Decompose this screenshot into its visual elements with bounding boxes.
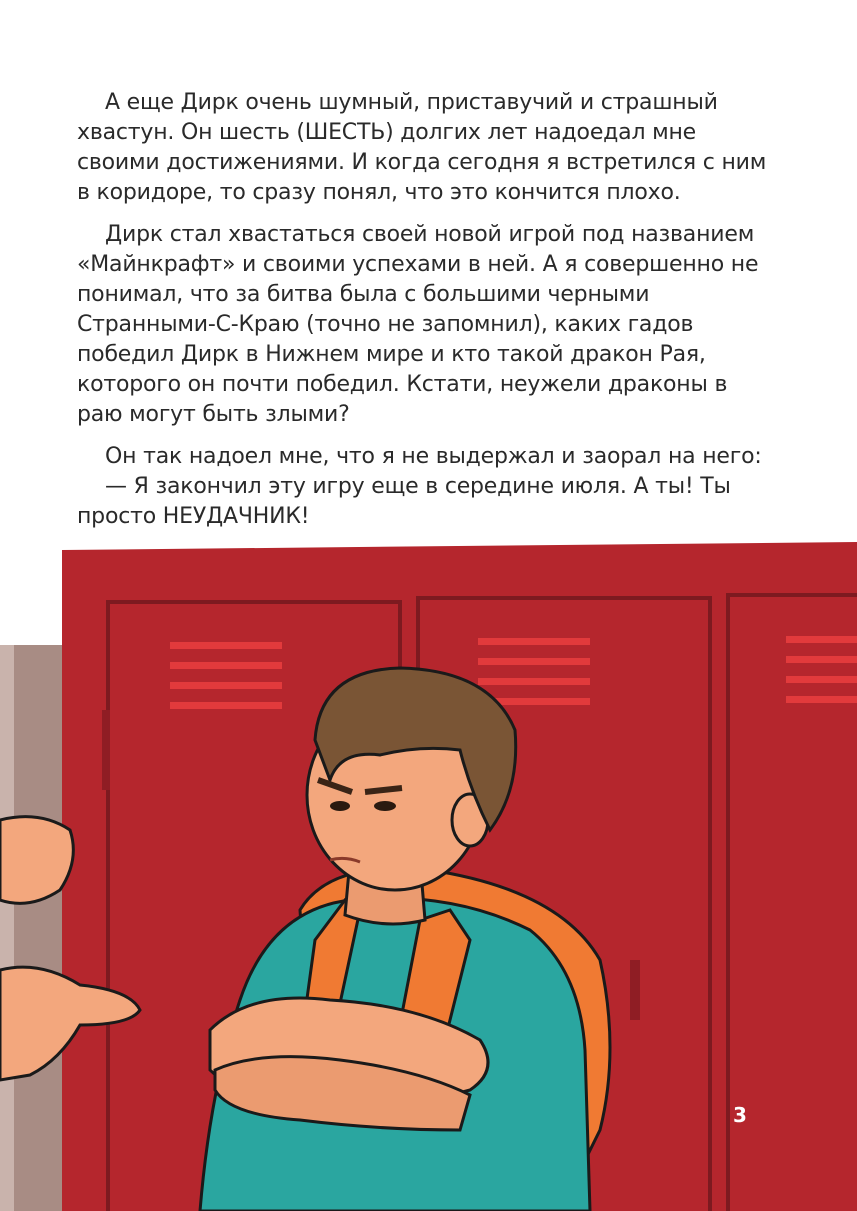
story-text bbox=[77, 88, 777, 532]
paragraph-1: А еще Дирк очень шумный, приставучий и страшный хвастун. Он шесть (ШЕСТЬ) долгих лет надоедал мне своими достижениями. И когда сегодня я встретился с ним в коридоре, то сразу понял, что это кончится плохо. bbox=[77, 90, 767, 205]
paragraph-3: Он так надоел мне, что я не выдержал и заорал на него: bbox=[105, 444, 762, 469]
locker-handle bbox=[102, 710, 110, 790]
paragraph-4-dialog: — Я закончил эту игру еще в середине июля. А ты! Ты просто НЕУДАЧНИК! bbox=[77, 474, 731, 529]
page-number: 3 bbox=[733, 1103, 747, 1127]
locker-scene-illustration bbox=[0, 530, 857, 1211]
paragraph-2: Дирк стал хвастаться своей новой игрой под названием «Майнкрафт» и своими успехами в ней. А я совершенно не понимал, что за битва была с большими черными Странными-С-Краю (точно не запомнил), каких гадов победил Дирк в Нижнем мире и кто такой дракон Рая, которого он почти победил. Кстати, неужели драконы в раю могут быть злыми? bbox=[77, 222, 759, 427]
